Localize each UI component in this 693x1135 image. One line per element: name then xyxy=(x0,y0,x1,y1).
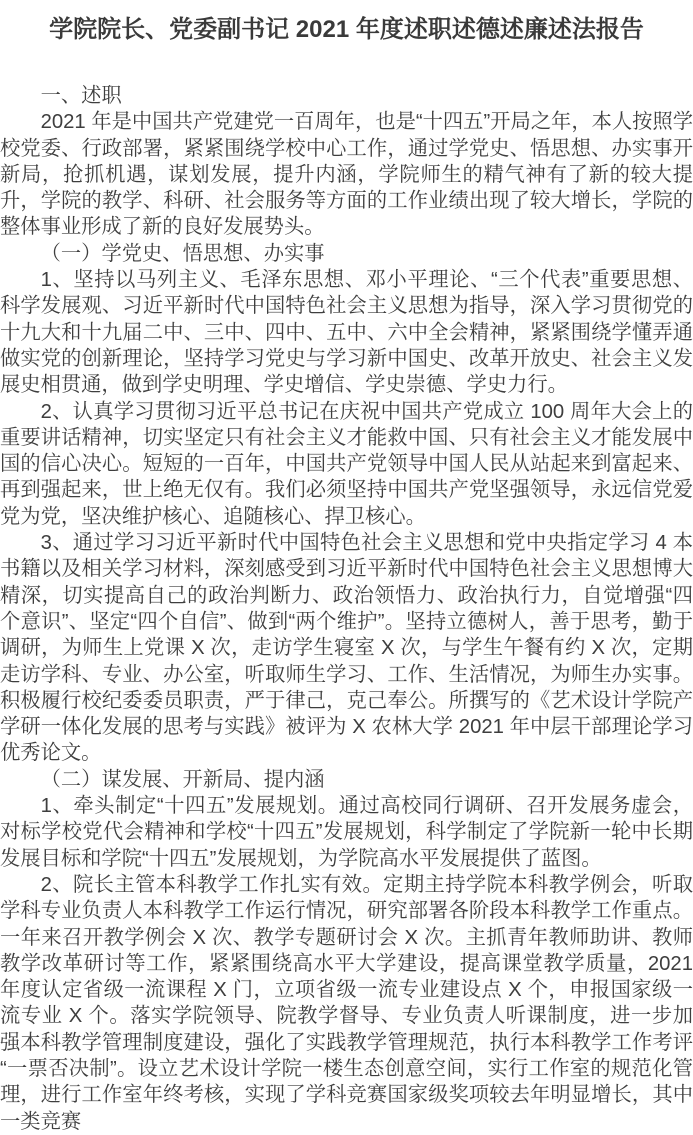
document-body xyxy=(0,83,693,1135)
paragraph: 1、坚持以马列主义、毛泽东思想、邓小平理论、“三个代表”重要思想、科学发展观、习近平新时代中国特色社会主义思想为指导，深入学习贯彻党的十九大和十九届二中、三中、四中、五中、六中全会精神，紧紧围绕学懂弄通做实党的创新理论，坚持学习党史与学习新中国史、改革开放史、社会主义发展史相贯通，做到学史明理、学史增信、学史崇德、学史力行。 xyxy=(0,269,693,397)
paragraph: 2021 年是中国共产党建党一百周年，也是“十四五”开局之年，本人按照学校党委、行政部署，紧紧围绕学校中心工作，通过学党史、悟思想、办实事开新局，抢抓机遇，谋划发展，提升内涵，学院师生的精气神有了新的较大提升，学院的教学、科研、社会服务等方面的工作业绩出现了较大增长，学院的整体事业形成了新的良好发展势头。 xyxy=(0,111,693,239)
paragraph: 2、认真学习贯彻习近平总书记在庆祝中国共产党成立 100 周年大会上的重要讲话精神，切实坚定只有社会主义才能救中国、只有社会主义才能发展中国的信心决心。短短的一百年，中国共产党领导中国人民从站起来到富起来、再到强起来，世上绝无仅有。我们必须坚持中国共产党坚强领导，永远信党爱党为党，坚决维护核心、追随核心、捍卫核心。 xyxy=(0,400,693,528)
section-heading: 一、述职 xyxy=(40,85,122,107)
document-title: 学院院长、党委副书记 2021 年度述职述德述廉述法报告 xyxy=(49,16,644,43)
section-heading: （二）谋发展、开新局、提内涵 xyxy=(40,768,325,791)
paragraph: 2、院长主管本科教学工作扎实有效。定期主持学院本科教学例会，听取学科专业负责人本科教学工作运行情况，研究部署各阶段本科教学工作重点。一年来召开教学例会 X 次、教学专题研讨会 X 次。主抓青年教师助讲、教师教学改革研讨等工作，紧紧围绕高水平大学建设，提高课堂教学质量，2021 年度认定省级一流课程 X 门，立项省级一流专业建设点 X 个，申报国家级一流专业 X 个。落实学院领导、院教学督导、专业负责人听课制度，进一步加强本科教学管理制度建设，强化了实践教学管理规范，执行本科教学工作考评“一票否决制”。设立艺术设计学院一楼生态创意空间，实行工作室的规范化管理，进行工作室年终考核，实现了学科竞赛国家级奖项较去年明显增长，其中一类竞赛 xyxy=(0,873,693,1133)
paragraph: 3、通过学习习近平新时代中国特色社会主义思想和党中央指定学习 4 本书籍以及相关学习材料，深刻感受到习近平新时代中国特色社会主义思想博大精深，切实提高自己的政治判断力、政治领悟力、政治执行力，自觉增强“四个意识”、坚定“四个自信”、做到“两个维护”。坚持立德树人，善于思考，勤于调研，为师生上党课 X 次，走访学生寝室 X 次，与学生午餐有约 X 次，定期走访学科、专业、办公室，听取师生学习、工作、生活情况，为师生办实事。积极履行校纪委委员职责，严于律己，克己奉公。所撰写的《艺术设计学院产学研一体化发展的思考与实践》被评为 X 农林大学 2021 年中层干部理论学习优秀论文。 xyxy=(0,532,693,765)
paragraph: 1、牵头制定“十四五”发展规划。通过高校同行调研、召开发展务虚会，对标学校党代会精神和学校“十四五”发展规划，科学制定了学院新一轮中长期发展目标和学院“十四五”发展规划，为学院高水平发展提供了蓝图。 xyxy=(0,795,693,870)
section-heading: （一）学党史、悟思想、办实事 xyxy=(40,242,325,265)
document-page xyxy=(0,14,693,1135)
